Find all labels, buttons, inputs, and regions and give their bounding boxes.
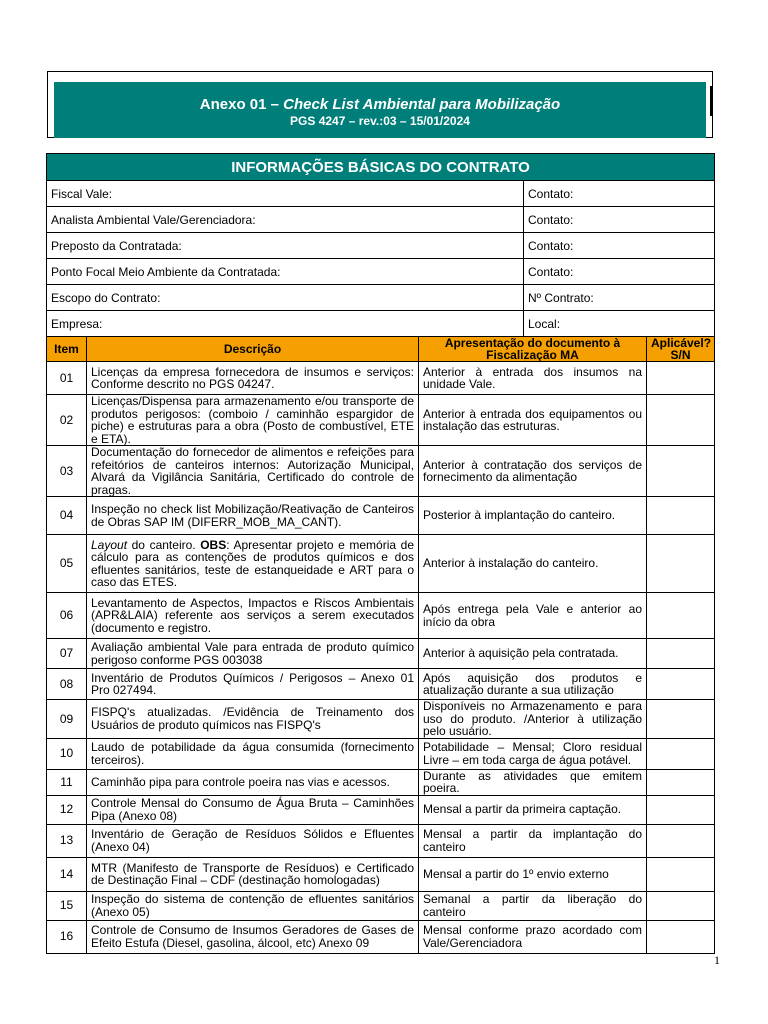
item-description: Caminhão pipa para controle poeira nas vias e acessos. — [87, 769, 419, 795]
table-row — [47, 446, 715, 497]
item-description: Levantamento de Aspectos, Impactos e Riscos Ambientais (APR&LAIA) referente aos serviços a serem executados (documento e registro. — [87, 593, 419, 639]
info-row — [47, 311, 715, 337]
item-description: Controle Mensal do Consumo de Água Bruta – Caminhões Pipa (Anexo 08) — [87, 795, 419, 824]
item-description: Inventário de Produtos Químicos / Perigosos – Anexo 01 Pro 027494. — [87, 669, 419, 700]
table-row — [47, 857, 715, 891]
item-aplicavel-cell[interactable] — [647, 446, 715, 497]
item-description: Laudo de potabilidade da água consumida (fornecimento terceiros). — [87, 738, 419, 769]
item-description: Documentação do fornecedor de alimentos e refeições para refeitórios de canteiros internos: Autorização Municipal, Alvará da Vigilância Sanitária, Certificado do controle de pragas. — [87, 446, 419, 497]
item-number: 16 — [47, 920, 87, 953]
item-apresentacao: Após entrega pela Vale e anterior ao início da obra — [419, 593, 647, 639]
item-apresentacao: Mensal conforme prazo acordado com Vale/Gerenciadora — [419, 920, 647, 953]
col-aplicavel-header: Aplicável? S/N — [647, 337, 715, 362]
item-number: 14 — [47, 857, 87, 891]
table-row — [47, 497, 715, 535]
item-description: Controle de Consumo de Insumos Geradores de Gases de Efeito Estufa (Diesel, gasolina, álcool, etc) Anexo 09 — [87, 920, 419, 953]
item-number: 06 — [47, 593, 87, 639]
col-item-header: Item — [47, 337, 87, 362]
info-contact-label[interactable]: Contato: — [524, 259, 715, 285]
item-number: 02 — [47, 395, 87, 446]
info-contact-label[interactable]: Nº Contrato: — [524, 285, 715, 311]
item-aplicavel-cell[interactable] — [647, 362, 715, 395]
table-row — [47, 535, 715, 593]
item-apresentacao: Potabilidade – Mensal; Cloro residual Livre – em toda carga de água potável. — [419, 738, 647, 769]
item-apresentacao: Semanal a partir da liberação do canteiro — [419, 891, 647, 920]
item-aplicavel-cell[interactable] — [647, 639, 715, 669]
item-number: 13 — [47, 824, 87, 857]
desc-mid: do canteiro. — [127, 537, 201, 552]
item-number: 05 — [47, 535, 87, 593]
item-apresentacao: Durante as atividades que emitem poeira. — [419, 769, 647, 795]
item-description: Inspeção do sistema de contenção de efluentes sanitários (Anexo 05) — [87, 891, 419, 920]
info-label[interactable]: Ponto Focal Meio Ambiente da Contratada: — [47, 259, 524, 285]
info-row — [47, 285, 715, 311]
item-description: Avaliação ambiental Vale para entrada de produto químico perigoso conforme PGS 003038 — [87, 639, 419, 669]
info-contact-label[interactable]: Contato: — [524, 181, 715, 207]
item-apresentacao: Mensal a partir da primeira captação. — [419, 795, 647, 824]
item-apresentacao: Anterior à contratação dos serviços de fornecimento da alimentação — [419, 446, 647, 497]
item-aplicavel-cell[interactable] — [647, 769, 715, 795]
item-apresentacao: Posterior à implantação do canteiro. — [419, 497, 647, 535]
item-number: 03 — [47, 446, 87, 497]
info-label[interactable]: Analista Ambiental Vale/Gerenciadora: — [47, 207, 524, 233]
info-label[interactable]: Empresa: — [47, 311, 524, 337]
info-contact-label[interactable]: Contato: — [524, 207, 715, 233]
item-apresentacao: Anterior à entrada dos equipamentos ou instalação das estruturas. — [419, 395, 647, 446]
item-description: Licenças da empresa fornecedora de insumos e serviços: Conforme descrito no PGS 04247. — [87, 362, 419, 395]
item-apresentacao: Mensal a partir da implantação do canteiro — [419, 824, 647, 857]
document-title — [54, 96, 706, 113]
item-number: 15 — [47, 891, 87, 920]
table-row — [47, 920, 715, 953]
desc-italic: Layout — [91, 537, 128, 552]
item-aplicavel-cell[interactable] — [647, 857, 715, 891]
desc-rest: : Apresentar projeto e memória de cálculo para as contenções de produtos químicos e dos efluentes sanitários, teste de estanqueidade e ART para o caso das ETES. — [91, 537, 415, 589]
title-italic: Check List Ambiental para Mobilização — [283, 96, 561, 113]
item-description: MTR (Manifesto de Transporte de Resíduos) e Certificado de Destinação Final – CDF (destinação homologadas) — [87, 857, 419, 891]
desc-bold: OBS — [200, 537, 227, 552]
item-aplicavel-cell[interactable] — [647, 497, 715, 535]
table-row — [47, 738, 715, 769]
item-aplicavel-cell[interactable] — [647, 795, 715, 824]
item-description — [87, 535, 419, 593]
table-row — [47, 639, 715, 669]
item-number: 09 — [47, 700, 87, 739]
table-row — [47, 700, 715, 739]
item-number: 10 — [47, 738, 87, 769]
item-number: 08 — [47, 669, 87, 700]
item-apresentacao: Mensal a partir do 1º envio externo — [419, 857, 647, 891]
item-aplicavel-cell[interactable] — [647, 593, 715, 639]
section-title: INFORMAÇÕES BÁSICAS DO CONTRATO — [47, 154, 715, 181]
item-aplicavel-cell[interactable] — [647, 395, 715, 446]
table-row — [47, 891, 715, 920]
item-apresentacao: Após aquisição dos produtos e atualização durante a sua utilização — [419, 669, 647, 700]
table-row — [47, 362, 715, 395]
item-number: 04 — [47, 497, 87, 535]
info-row — [47, 207, 715, 233]
page-number: 1 — [714, 953, 720, 967]
item-description: Inspeção no check list Mobilização/Reativação de Canteiros de Obras SAP IM (DIFERR_MOB_MA_CANT). — [87, 497, 419, 535]
edge-mark — [710, 86, 713, 116]
item-description: FISPQ's atualizadas. /Evidência de Treinamento dos Usuários de produto químicos nas FISPQ's — [87, 700, 419, 739]
info-row — [47, 233, 715, 259]
table-row — [47, 824, 715, 857]
table-row — [47, 593, 715, 639]
table-row — [47, 769, 715, 795]
item-aplicavel-cell[interactable] — [647, 824, 715, 857]
col-apresentacao-header: Apresentação do documento à Fiscalização MA — [419, 337, 647, 362]
table-row — [47, 395, 715, 446]
info-row — [47, 259, 715, 285]
checklist-table — [46, 153, 715, 954]
document-subtitle: PGS 4247 – rev.:03 – 15/01/2024 — [290, 114, 470, 128]
info-label[interactable]: Preposto da Contratada: — [47, 233, 524, 259]
info-row — [47, 181, 715, 207]
item-apresentacao: Anterior à instalação do canteiro. — [419, 535, 647, 593]
info-contact-label[interactable]: Local: — [524, 311, 715, 337]
item-aplicavel-cell[interactable] — [647, 738, 715, 769]
table-row — [47, 795, 715, 824]
info-contact-label[interactable]: Contato: — [524, 233, 715, 259]
item-apresentacao: Anterior à aquisição pela contratada. — [419, 639, 647, 669]
item-description: Licenças/Dispensa para armazenamento e/ou transporte de produtos perigosos: (comboio / caminhão espargidor de piche) e estruturas para a obra (Posto de combustível, ETE e ETA). — [87, 395, 419, 446]
item-number: 12 — [47, 795, 87, 824]
item-aplicavel-cell[interactable] — [647, 669, 715, 700]
item-number: 01 — [47, 362, 87, 395]
item-apresentacao: Anterior à entrada dos insumos na unidade Vale. — [419, 362, 647, 395]
table-row — [47, 669, 715, 700]
item-number: 07 — [47, 639, 87, 669]
col-descricao-header: Descrição — [87, 337, 419, 362]
item-description: Inventário de Geração de Resíduos Sólidos e Efluentes (Anexo 04) — [87, 824, 419, 857]
document-header — [47, 71, 713, 138]
item-aplicavel-cell[interactable] — [647, 700, 715, 739]
item-aplicavel-cell[interactable] — [647, 891, 715, 920]
info-label[interactable]: Fiscal Vale: — [47, 181, 524, 207]
header-band — [54, 82, 706, 138]
title-prefix: Anexo 01 – — [199, 96, 284, 113]
info-label[interactable]: Escopo do Contrato: — [47, 285, 524, 311]
item-aplicavel-cell[interactable] — [647, 535, 715, 593]
item-apresentacao: Disponíveis no Armazenamento e para uso do produto. /Anterior à utilização pelo usuário. — [419, 700, 647, 739]
item-aplicavel-cell[interactable] — [647, 920, 715, 953]
item-number: 11 — [47, 769, 87, 795]
